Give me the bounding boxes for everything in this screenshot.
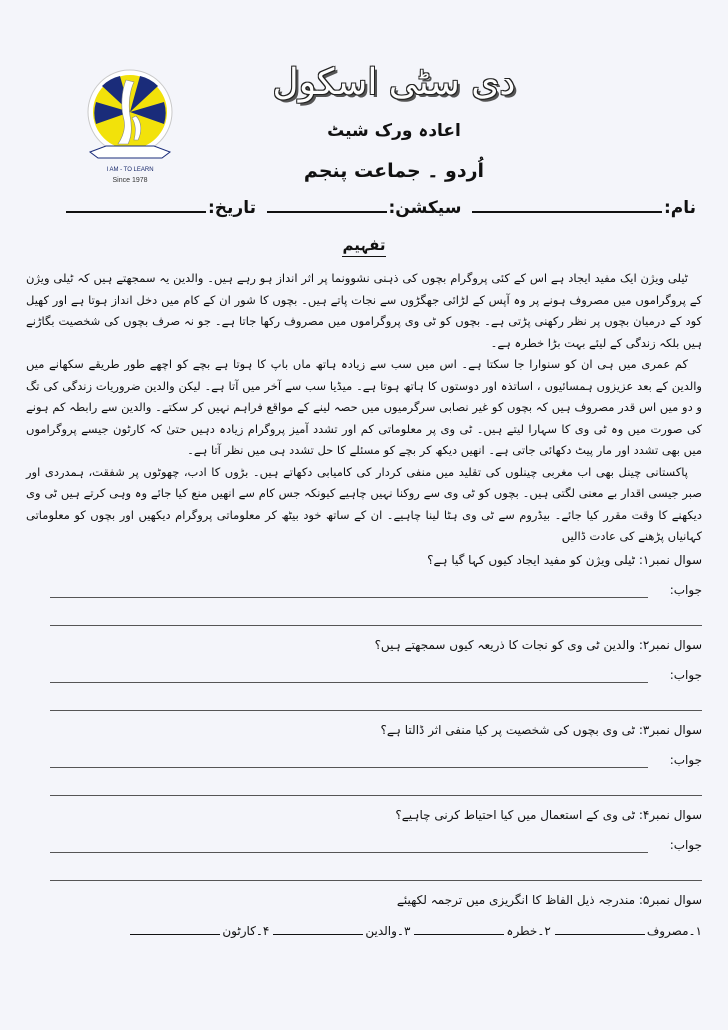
date-label: تاریخ: (208, 198, 256, 218)
translate-blank-3[interactable] (273, 925, 363, 935)
worksheet-title: اعادہ ورک شیٹ (327, 121, 461, 141)
comprehension-heading: تفہیم (0, 236, 728, 254)
answer-label-1: جواب: (669, 583, 702, 597)
answer-line-4b[interactable] (50, 880, 702, 881)
logo-since: Since 1978 (112, 177, 148, 184)
translate-item-4[interactable]: ۴۔کارٹون (130, 924, 269, 938)
answer-label-4: جواب: (669, 838, 702, 852)
school-name: دی سٹی اسکول (272, 62, 516, 103)
passage-paragraph: پاکستانی چینل بھی اب مغربی چینلوں کی تقلید میں منفی کردار کی کامیابی دکھاتے ہیں۔ بڑوں کا ادب، چھوٹوں پر شفقت، ہمدردی اور صبر جیسی اقدار بے معنی لگتی ہیں۔ بچوں کو ٹی وی سے روکنا نہیں چاہیے کیونکہ جس کام سے انھیں منع کیا جائے وہ وہی کرتے ہیں ٹی وی دیکھنے کا وقت مقرر کیا جائے۔ بیڈروم سے ٹی وی ہٹا لینا چاہیے۔ ان کے ساتھ خود بیٹھ کر معلوماتی پروگرام دیکھیں اور بچوں کو معلوماتی کہانیاں پڑھنے کی عادت ڈالیں (26, 464, 702, 543)
section-blank[interactable] (267, 199, 387, 213)
question-3: سوال نمبر۳: ٹی وی بچوں کی شخصیت پر کیا منفی اثر ڈالتا ہے؟ (380, 723, 702, 737)
passage-paragraph: ٹیلی ویژن ایک مفید ایجاد ہے اس کے کئی پروگرام بچوں کی ذہنی نشوونما پر اثر انداز ہو رہے ہیں۔ والدین یہ سمجھتے ہیں کہ ٹیلی ویژن کے پروگراموں میں مصروف ہونے پر وہ آپس کے لڑائی جھگڑوں سے نجات پاتے ہیں۔ بچوں کا شور ان کے کام میں دخل انداز ہوتا ہے اور کھیل کود کے درمیان بچوں پر نظر رکھنی پڑتی ہے۔ بچوں کو ٹی وی پروگراموں میں مصروف رکھا جاتا ہے۔ جو نہ صرف بچوں کی شخصیت بگاڑنے ہیں بلکہ زندگی کے لیئے بہت بڑا خطرہ ہے۔ (26, 271, 702, 350)
section-field[interactable] (265, 198, 462, 218)
student-info-row (64, 198, 696, 218)
translation-row (100, 924, 702, 938)
answer-line-1b[interactable] (50, 625, 702, 626)
answer-label-2: جواب: (669, 668, 702, 682)
answer-line-3b[interactable] (50, 795, 702, 796)
translate-item-3[interactable]: ۳۔والدین (273, 924, 410, 938)
date-field[interactable] (64, 198, 256, 218)
translate-blank-1[interactable] (555, 925, 645, 935)
answer-line-3a[interactable] (50, 767, 648, 768)
question-5: سوال نمبر۵: مندرجہ ذیل الفاظ کا انگریزی میں ترجمہ لکھیئے (396, 893, 702, 907)
section-label: سیکشن: (388, 198, 462, 218)
translate-item-2[interactable]: ۲۔خطرہ (414, 924, 550, 938)
comprehension-passage (26, 268, 702, 548)
translate-item-1[interactable]: ۱۔مصروف (555, 924, 702, 938)
translate-blank-2[interactable] (414, 925, 504, 935)
name-label: نام: (663, 198, 696, 218)
date-blank[interactable] (66, 199, 206, 213)
question-4: سوال نمبر۴: ٹی وی کے استعمال میں کیا احتیاط کرنی چاہیے؟ (395, 808, 702, 822)
logo-motto: I AM - TO LEARN (106, 167, 154, 173)
question-2: سوال نمبر۲: والدین ٹی وی کو نجات کا ذریعہ کیوں سمجھتے ہیں؟ (374, 638, 702, 652)
subject-class: اُردو ۔ جماعت پنجم (303, 160, 485, 182)
question-1: سوال نمبر۱: ٹیلی ویژن کو مفید ایجاد کیوں کہا گیا ہے؟ (427, 553, 702, 567)
name-field[interactable] (470, 198, 696, 218)
answer-line-1a[interactable] (50, 597, 648, 598)
passage-paragraph: کم عمری میں ہی ان کو سنوارا جا سکتا ہے۔ اس میں سب سے زیادہ ہاتھ ماں باپ کا ہوتا ہے بچے کو اچھے طور طریقے سکھانے میں والدین کے بعد عزیزوں ہمسائیوں ، اساتذہ اور دوستوں کا ہاتھ ہوتا ہے۔ میڈیا سب سے آخر میں آتا ہے۔ لیکن والدین ضروریات زندگی کی تگ و دو میں اس قدر مصروف ہیں کہ بچوں کو غیر نصابی سرگرمیوں میں حصہ لینے کے مواقع فراہم نہیں کر سکتے۔ والدین سے رابطہ کم ہونے کی صورت میں وہ ٹی وی کا سہارا لیتے ہیں۔ ٹی وی پر معلوماتی کم اور تشدد آمیز پروگرام زیادہ دہیں حتیٰ کہ کارٹون جیسے پروگراموں میں بھی تشدد اور مار پیٹ دکھائی جاتی ہے۔ انھیں دیکھ کر بچے کو مسئلے کا حل تشدد ہی میں نظر آتا ہے۔ (26, 357, 702, 457)
answer-line-2b[interactable] (50, 710, 702, 711)
name-blank[interactable] (472, 199, 662, 213)
answer-label-3: جواب: (669, 753, 702, 767)
answer-line-4a[interactable] (50, 852, 648, 853)
answer-line-2a[interactable] (50, 682, 648, 683)
translate-blank-4[interactable] (130, 925, 220, 935)
